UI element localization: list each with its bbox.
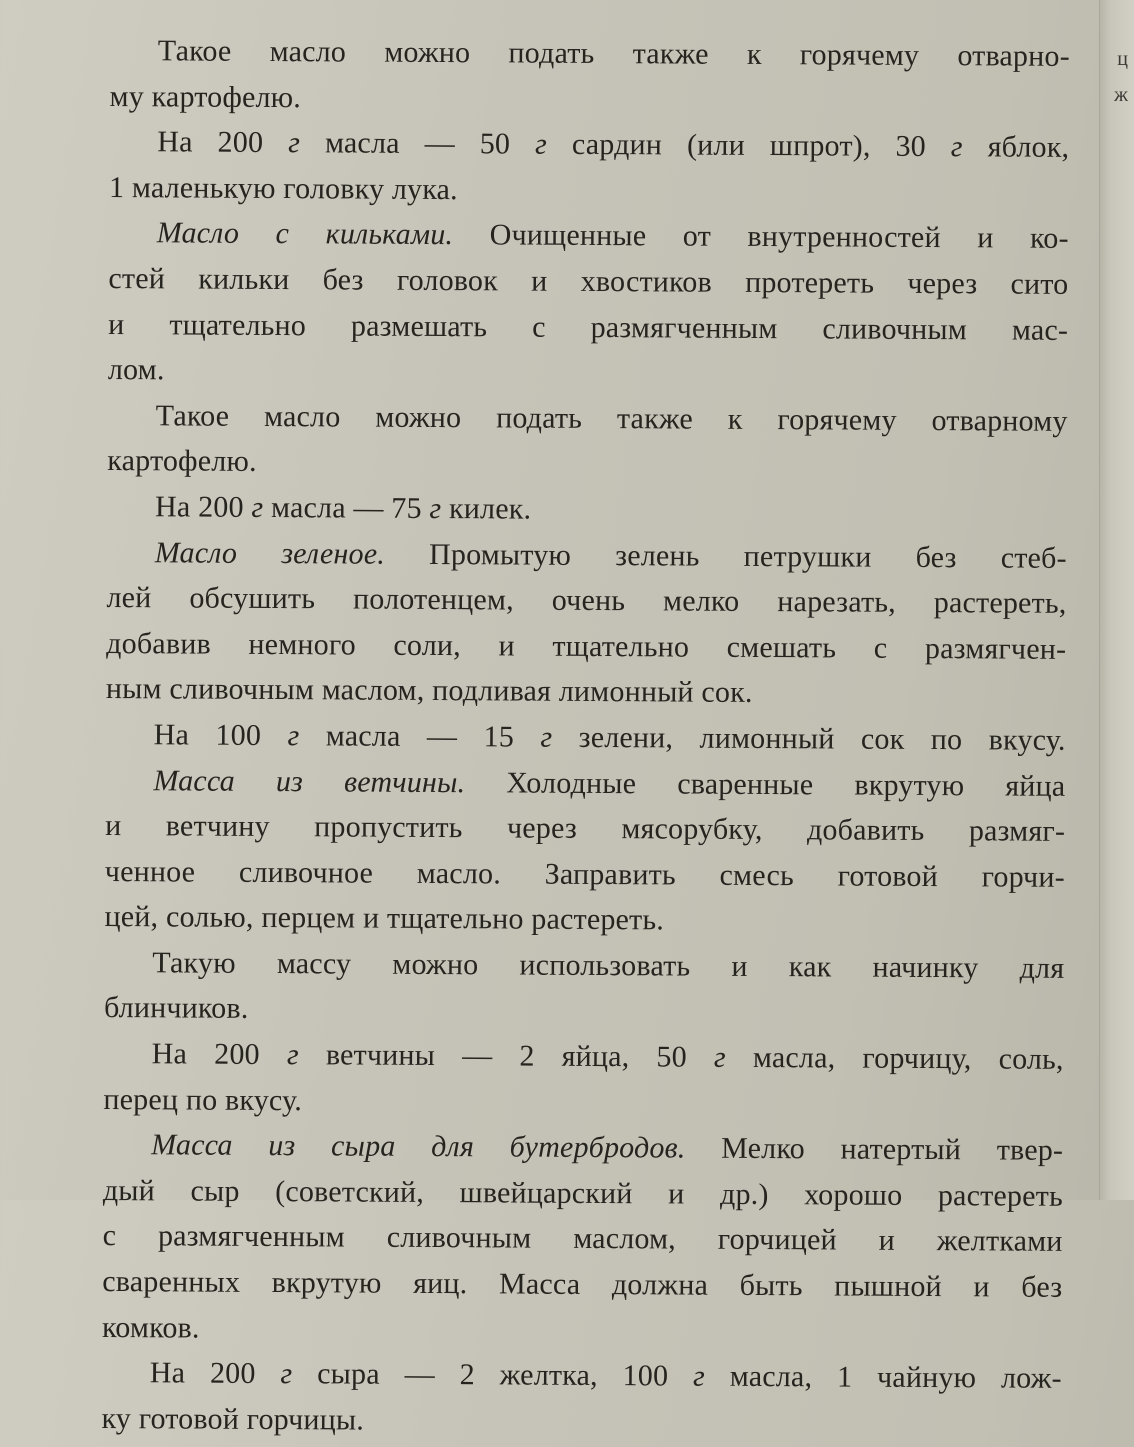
line-content — [155, 490, 531, 525]
text-line — [103, 1168, 1063, 1219]
italic-text: г — [713, 1040, 726, 1074]
line-content — [102, 1259, 1062, 1310]
text-line — [105, 849, 1065, 900]
line-content — [109, 171, 458, 206]
text-line — [107, 393, 1067, 444]
line-content — [108, 353, 165, 386]
text-line — [104, 985, 1064, 1036]
text-run: и ветчину пропустить через мясорубку, добавить размяг- — [105, 809, 1066, 848]
line-content — [106, 672, 753, 709]
text-line — [106, 575, 1066, 626]
text-line — [104, 1031, 1064, 1082]
text-line — [102, 1305, 1062, 1356]
text-line — [108, 347, 1068, 398]
line-content — [108, 256, 1068, 307]
italic-text: г — [429, 491, 442, 525]
text-run: стей кильки без головок и хвостиков протереть через сито — [108, 261, 1069, 301]
italic-text: г — [287, 719, 300, 753]
italic-text: Масло зеленое. — [154, 535, 386, 571]
text-run: Такую массу можно использовать и как начинку для — [152, 946, 1065, 985]
line-content — [152, 1031, 1064, 1082]
italic-text: г — [540, 720, 553, 754]
edge-glyph: ц — [1117, 48, 1128, 70]
text-line — [105, 757, 1065, 808]
text-run: дый сыр (советский, швейцарский и др.) хорошо растереть — [102, 1173, 1063, 1213]
line-content — [109, 80, 301, 114]
text-run: ченное сливочное масло. Заправить смесь готовой горчи- — [104, 854, 1065, 894]
text-line — [108, 302, 1068, 353]
line-content — [153, 758, 1065, 809]
line-content — [155, 530, 1067, 581]
text-run: комков. — [101, 1310, 200, 1345]
text-run: добавив немного соли, и тщательно смешать с размягчен- — [106, 626, 1067, 666]
text-run: Промытую зелень петрушки без стеб- — [384, 537, 1067, 575]
line-content — [152, 940, 1064, 991]
text-run: Такое масло можно подать также к горячему отварно- — [157, 34, 1070, 73]
line-content — [108, 302, 1068, 353]
text-run: масла — 75 — [263, 490, 430, 525]
line-content — [103, 1083, 302, 1117]
text-run: зелени, лимонный сок по вкусу. — [552, 720, 1066, 757]
text-line — [109, 210, 1069, 261]
text-run: 1 маленькую головку лука. — [108, 170, 458, 206]
text-run: картофелю. — [107, 444, 257, 479]
text-run: Холодные сваренные вкрутую яйца — [465, 765, 1066, 803]
adjacent-page-edge — [1099, 0, 1134, 1200]
text-run: масла — 15 — [299, 719, 541, 754]
line-content — [103, 1168, 1063, 1219]
text-run: На 200 — [151, 1037, 287, 1072]
text-line — [102, 1259, 1062, 1310]
italic-text: г — [288, 126, 301, 160]
italic-text: г — [286, 1038, 299, 1072]
text-line — [107, 530, 1067, 581]
text-line — [109, 165, 1069, 216]
text-run: сыра — 2 желтка, 100 — [292, 1357, 694, 1393]
italic-text: Масса из ветчины. — [153, 763, 466, 799]
line-content — [157, 119, 1069, 170]
line-content — [102, 1311, 200, 1345]
text-run: яблок, — [962, 130, 1070, 165]
text-line — [107, 438, 1067, 489]
text-run: Очищенные от внутренностей и ко- — [453, 218, 1069, 256]
line-content — [105, 849, 1065, 900]
text-line — [101, 1396, 1061, 1447]
text-run: сардин (или шпрот), 30 — [546, 127, 951, 164]
text-run: сваренных вкрутую яиц. Масса должна быть пышной и без — [102, 1265, 1063, 1304]
text-run: На 200 — [149, 1356, 281, 1391]
text-line — [106, 666, 1066, 717]
text-line — [105, 803, 1065, 854]
text-run: ным сливочным маслом, подливая лимонный сок. — [105, 672, 753, 710]
text-run: му картофелю. — [109, 79, 302, 114]
text-line — [102, 1350, 1062, 1401]
line-content — [102, 1213, 1062, 1264]
text-line — [107, 484, 1067, 535]
text-run: Мелко натертый твер- — [685, 1131, 1064, 1168]
line-content — [158, 28, 1070, 79]
text-line — [103, 1077, 1063, 1128]
text-run: На 200 — [157, 125, 289, 160]
text-run: лей обсушить полотенцем, очень мелко нарезать, растереть, — [106, 581, 1067, 620]
text-line — [110, 28, 1070, 79]
text-run: масла — 50 — [299, 126, 536, 161]
text-line — [109, 74, 1069, 125]
text-run: На 200 — [154, 490, 252, 524]
text-run: перец по вкусу. — [103, 1082, 303, 1117]
text-run: ветчины — 2 яйца, 50 — [298, 1038, 715, 1074]
text-run: На 100 — [153, 718, 288, 753]
text-run: ку готовой горчицы. — [101, 1401, 365, 1437]
line-content — [104, 991, 249, 1025]
text-line — [109, 119, 1069, 170]
line-content — [155, 393, 1067, 444]
recipe-text — [101, 28, 1070, 1447]
line-content — [151, 1123, 1063, 1174]
text-run: масла, 1 чайную лож- — [704, 1359, 1062, 1396]
text-line — [103, 1122, 1063, 1173]
text-line — [106, 712, 1066, 763]
line-content — [154, 712, 1066, 763]
line-content — [104, 900, 664, 936]
italic-text: Масло с кильками. — [156, 216, 454, 252]
text-line — [102, 1213, 1062, 1264]
line-content — [106, 621, 1066, 672]
text-line — [104, 940, 1064, 991]
italic-text: Масса из сыра для бутербродов. — [151, 1128, 686, 1165]
text-run: и тщательно размешать с размягченным сливочным мас- — [108, 307, 1069, 347]
line-content — [101, 1402, 364, 1437]
text-run: цей, солью, перцем и тщательно растереть. — [104, 900, 665, 937]
line-content — [150, 1350, 1062, 1401]
text-run: масла, горчицу, соль, — [725, 1040, 1064, 1076]
line-content — [107, 444, 257, 478]
italic-text: г — [251, 490, 264, 524]
text-line — [106, 621, 1066, 672]
text-run: Такое масло можно подать также к горячему отварному — [155, 399, 1068, 438]
italic-text: г — [534, 127, 548, 161]
line-content — [105, 803, 1065, 854]
italic-text: г — [692, 1359, 706, 1393]
italic-text: г — [950, 130, 963, 164]
text-run: блинчиков. — [103, 991, 249, 1026]
edge-glyph: ж — [1114, 84, 1128, 106]
line-content — [157, 211, 1069, 262]
text-run: килек. — [441, 491, 532, 526]
italic-text: г — [280, 1357, 293, 1391]
text-run: лом. — [107, 353, 165, 387]
text-line — [104, 894, 1064, 945]
text-run: с размягченным сливочным маслом, горчицей и желтками — [102, 1219, 1063, 1259]
line-content — [106, 575, 1066, 626]
text-line — [108, 256, 1068, 307]
